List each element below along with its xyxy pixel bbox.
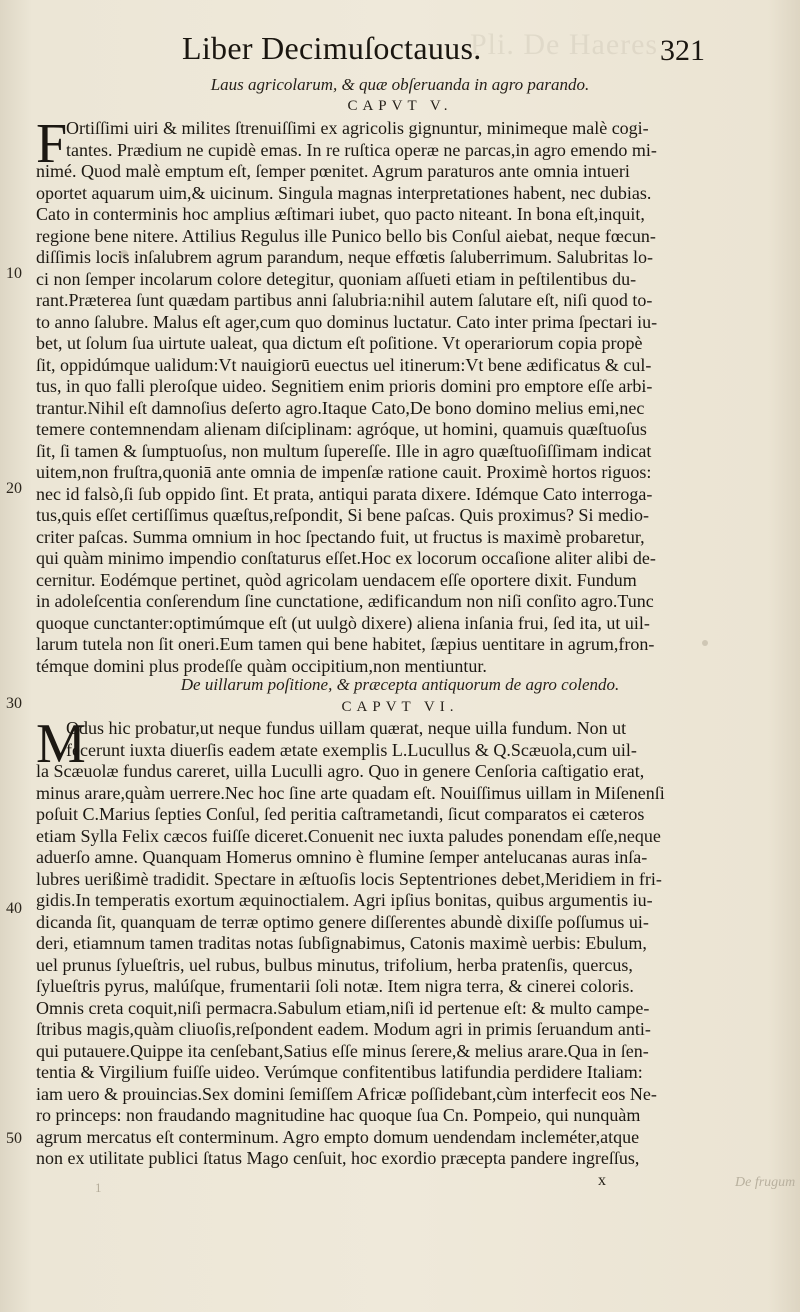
text-line: to anno ſalubre. Malus eſt ager,cum quo dominus luctatur. Cato inter prima ſpectari iu-: [36, 311, 658, 332]
text-line: la Scæuolæ fundus careret, uilla Luculli agro. Quo in genere Cenſoria caſtigatio erat,: [36, 761, 645, 781]
text-line: bet, ut ſolum ſua uirtute ualeat, qua dictum eſt poſitione. Vt operariorum copia propè: [36, 333, 643, 353]
text-line: ſylueſtris pyrus, malúſque, frumentarii ſoli notæ. Item nigra terra, & cinerei coloris.: [36, 976, 634, 996]
text-line: nimé. Quod malè emptum eſt, ſemper pœnitet. Agrum paraturos ante omnia intueri: [36, 161, 630, 181]
text-line: témque domini plus prodeſſe quàm occipitium,non mentiuntur.: [36, 655, 487, 676]
text-line: uel prunus ſylueſtris, uel rubus, bulbus minutus, trifolium, herba pratenſis, quercus,: [36, 954, 633, 975]
text-line: diſſimis locis inſalubrem agrum parandum, neque effœtis ſaluberrimum. Salubritas lo-: [36, 247, 654, 267]
margin-line-number: 20: [6, 480, 22, 497]
text-line: dicanda ſit, quanquam de terræ optimo genere diſſerentes abundè dixiſſe poſſumus ui-: [36, 911, 649, 932]
text-line: tus, in quo falli pleroſque uideo. Segnitiem enim prioris domini pro emptore eſſe arbi-: [36, 376, 653, 396]
text-line: ro princeps: non fraudando magnitudine hac quoque ſua Cn. Pompeio, qui nunquàm: [36, 1105, 641, 1125]
chapter-6-title: De uillarum poſitione, & præcepta antiquorum de agro colendo.: [180, 675, 620, 694]
text-line: Odus hic probatur,ut neque fundus uillam quærat, neque uilla fundum. Non ut: [66, 718, 627, 738]
text-line: regione bene nitere. Attilius Regulus ille Punico bello bis Conſul aiebat, neque fœcun-: [36, 225, 656, 246]
margin-line-number: 40: [6, 900, 22, 917]
text-line: uitem,non fruſtra,quoniā ante omnia de impenſæ ratione cauit. Proximè hortos riguos:: [36, 462, 652, 482]
show-through-mark: De frugum: [735, 1175, 796, 1190]
text-line: lubres uerißimè tradidit. Spectare in æſtuoſis locis Septentriones debet,Meridiem in fri-: [36, 868, 662, 889]
text-line: in adoleſcentia conſerendum ſine cunctatione, ædificandum non niſi conſito agro.Tunc: [36, 591, 654, 611]
text-line: ci non ſemper incolarum colore detegitur, quoniam aſſueti etiam in peſtilentibus du-: [36, 268, 637, 289]
text-line: rant.Præterea ſunt quædam partibus anni ſalubria:nihil autem ſalutare eſt, niſi quod to-: [36, 290, 653, 310]
margin-line-number: 50: [6, 1130, 22, 1147]
text-line: temere contemnendam alienam diſciplinam: agróque, ut homini, quamuis quæſtuoſus: [36, 419, 647, 439]
running-head: Liber Decimuſoctauus.: [182, 30, 482, 66]
text-line: ſit, ſi tamen & ſumptuoſus, non multum ſupereſſe. Ille in agro quæſtuoſiſſimam indicat: [36, 440, 652, 461]
text-line: fecerunt iuxta diuerſis eadem ætate exemplis L.Lucullus & Q.Scæuola,cum uil-: [66, 739, 637, 760]
text-line: nec id falsò,ſi ſub oppido ſint. Et prata, antiqui parata dixere. Idémque Cato interroga-: [36, 483, 653, 504]
page-number: 321: [660, 34, 705, 67]
text-line: agrum mercatus eſt conterminum. Agro empto domum uendendam incleméter,atque: [36, 1126, 640, 1147]
chapter-5-heading: CAPVT V.: [347, 98, 453, 114]
text-line: larum tutela non ſit oneri.Eum tamen qui bene habitet, ſæpius uentitare in agrum,fron-: [36, 634, 655, 654]
drop-initial: F: [36, 113, 68, 175]
text-line: criter paſcas. Summa omnium in hoc ſpectando fuit, ut fructus is maximè probaretur,: [36, 526, 645, 547]
text-line: iam uero & prouincias.Sex domini ſemiſſem Africæ poſſidebant,cùm interfecit eos Ne-: [36, 1083, 657, 1104]
text-line: qui putauere.Quippe ita cenſebant,Satius eſſe minus ſerere,& melius arare.Qua in ſen-: [36, 1040, 649, 1061]
text-line: tus,quis eſſet certiſſimus quæſtus,reſpondit, Si bene paſcas. Quis proximus? Si medio-: [36, 505, 649, 525]
chapter-6-heading: CAPVT VI.: [341, 699, 459, 715]
text-line: poſuit C.Marius ſepties Conſul, ſed peritia caſtrametandi, ſicut comparatos ei cæteros: [36, 804, 645, 824]
show-through-mark: 1: [95, 1180, 102, 1195]
text-line: tentia & Virgilium fuiſſe uideo. Verúmque confitentibus latifundia perdidere Italiam:: [36, 1062, 643, 1082]
text-line: Ortiſſimi uiri & milites ſtrenuiſſimi ex agricolis gignuntur, minimeque malè cogi-: [66, 118, 649, 138]
text-line: non ex utilitate publici ſtatus Mago cenſuit, hoc exordio præcepta pandere ingreſſus,: [36, 1148, 640, 1168]
chapter-5-title: Laus agricolarum, & quæ obſeruanda in agro parando.: [210, 75, 590, 94]
margin-line-number: 10: [6, 265, 22, 282]
text-line: trantur.Nihil eſt damnoſius deſerto agro.Itaque Cato,De bono domino melius emi,nec: [36, 397, 645, 418]
chapter-6-text: [36, 713, 786, 1170]
text-line: quoque cunctanter:optimúmque eſt (ut uulgò dixere) aliena inſania frui, ſed ita, ut uil-: [36, 612, 650, 633]
signature-mark: x: [598, 1172, 606, 1189]
text-line: etiam Sylla Felix cæcos fuiſſe diceret.Conuenit nec iuxta paludes ponendam eſſe,neque: [36, 825, 661, 846]
text-line: oportet aquarum uim,& uicinum. Singula magnas interpretationes habent, nec dubias.: [36, 182, 652, 203]
text-line: qui quàm minimo impendio conſtaturus eſſet.Hoc ex locorum occaſione aliter alibi de-: [36, 548, 656, 568]
text-line: cernitur. Eodémque pertinet, quòd agricolam uendacem eſſe oportere dixit. Fundum: [36, 569, 637, 590]
text-line: Cato in conterminis hoc amplius æſtimari iubet, quo pacto niteant. In bona eſt,inquit,: [36, 204, 645, 224]
text-line: aduerſo amne. Quanquam Homerus omnino è flumine ſemper antelucanas auras inſa-: [36, 847, 648, 867]
drop-initial: M: [36, 713, 86, 775]
text-line: tantes. Prædium ne cupidè emas. In re ruſtica operæ ne parcas,in agro emendo mi-: [66, 139, 657, 160]
show-through-text: Pli. De Haeres: [470, 28, 659, 61]
text-line: gidis.In temperatis exortum æquinoctialem. Agri ipſius bonitas, quibus argumentis iu-: [36, 890, 653, 910]
text-line: minus arare,quàm uerrere.Nec hoc ſine arte quadam eſt. Nouiſſimus uillam in Miſenenſi: [36, 782, 665, 803]
chapter-5-text: [36, 113, 786, 677]
text-line: Omnis creta coquit,niſi permacra.Sabulum etiam,niſi id pertenue eſt: & multo campe-: [36, 997, 650, 1018]
text-line: ſtribus magis,quàm cliuoſis,reſpondent eadem. Modum agri in primis ſeruandum anti-: [36, 1019, 651, 1039]
text-line: deri, etiamnum tamen traditas notas ſubſignabimus, Catonis maximè uerbis: Ebulum,: [36, 933, 647, 953]
text-line: ſit, oppidúmque ualidum:Vt nauigiorū euectus uel itinerum:Vt bene ædificatus & cul-: [36, 354, 652, 375]
margin-line-number: 30: [6, 695, 22, 712]
